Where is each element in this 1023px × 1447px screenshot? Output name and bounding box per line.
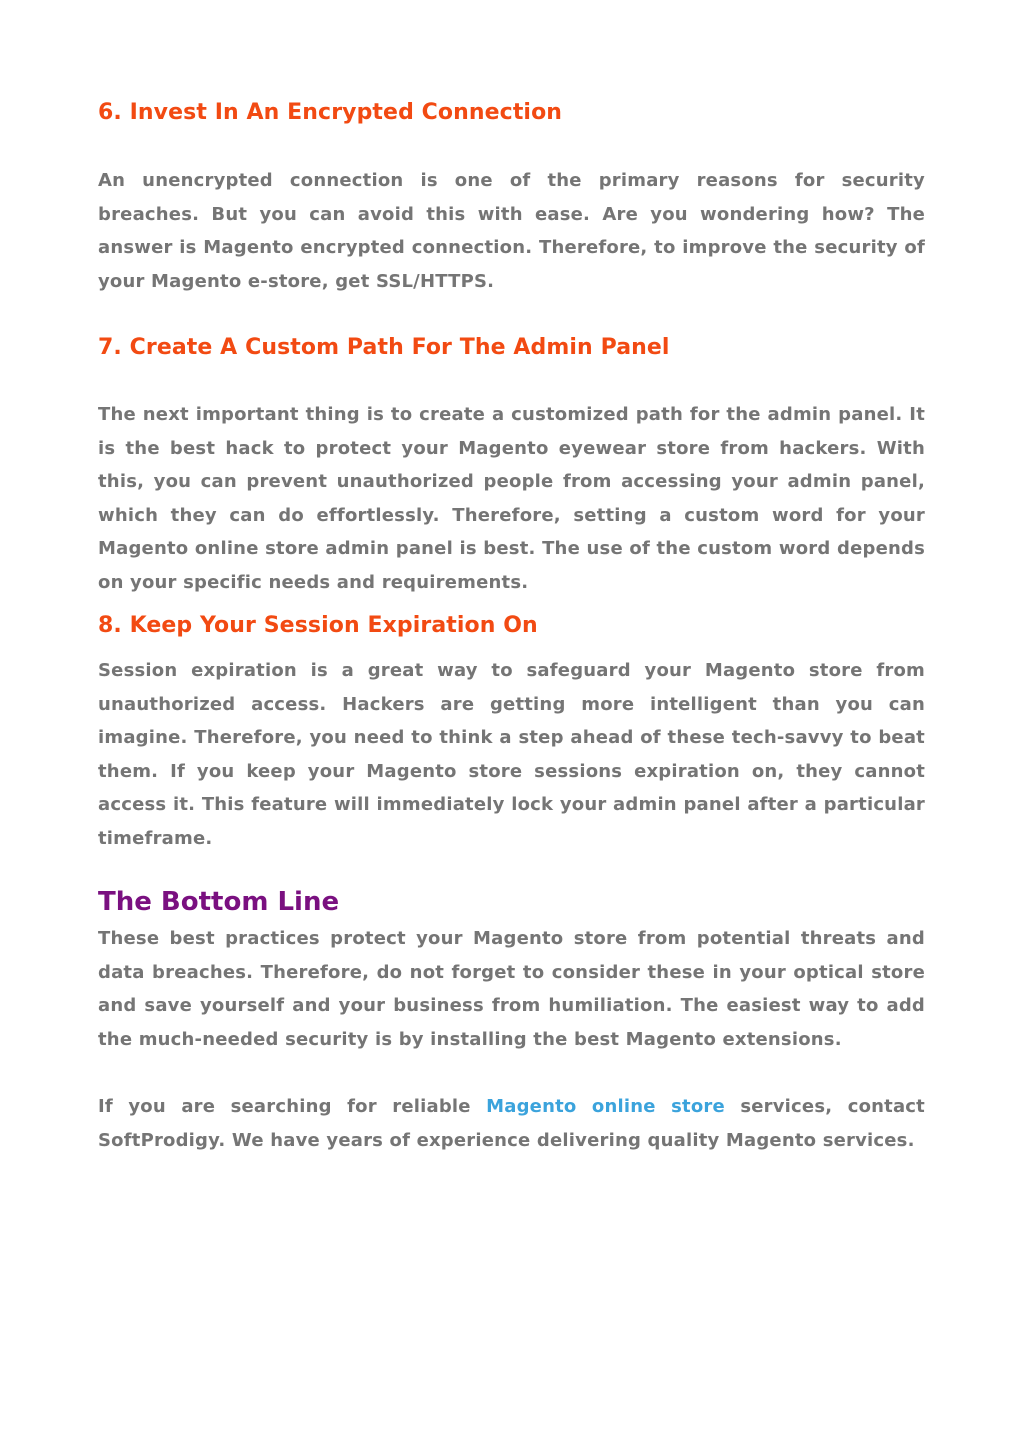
contact-paragraph — [98, 1090, 925, 1157]
section-7-paragraph: The next important thing is to create a customized path for the admin panel. It is the best hack to protect your Magento eyewear store from hackers. With this, you can prevent unauthorized people from accessing your admin panel, which they can do effortlessly. Therefore, setting a custom word for your Magento online store admin panel is best. The use of the custom word depends on your specific needs and requirements. — [98, 404, 925, 593]
section-6-heading: 6. Invest In An Encrypted Connection — [98, 100, 563, 125]
contact-text-before: If you are searching for reliable — [98, 1096, 487, 1117]
section-8-paragraph: Session expiration is a great way to safeguard your Magento store from unauthorized access. Hackers are getting more intelligent than you can imagine. Therefore, you need to think a step ahead of these tech-savvy to beat them. If you keep your Magento store sessions expiration on, they cannot access it. This feature will immediately lock your admin panel after a particular timeframe. — [98, 660, 925, 849]
contact-text-after: services, contact SoftProdigy. We have years of experience delivering quality Magento services. — [98, 1096, 925, 1151]
bottom-line-paragraph: These best practices protect your Magento store from potential threats and data breaches. Therefore, do not forget to consider these in your optical store and save yourself and your business from humiliation. The easiest way to add the much-needed security is by installing the best Magento extensions. — [98, 928, 925, 1050]
section-8-heading: 8. Keep Your Session Expiration On — [98, 613, 538, 638]
section-6-paragraph: An unencrypted connection is one of the primary reasons for security breaches. But you can avoid this with ease. Are you wondering how? The answer is Magento encrypted connection. Therefore, to improve the security of your Magento e-store, get SSL/HTTPS. — [98, 170, 925, 292]
section-7-heading: 7. Create A Custom Path For The Admin Panel — [98, 335, 670, 360]
bottom-line-heading: The Bottom Line — [98, 887, 340, 917]
magento-online-store-link[interactable]: Magento online store — [486, 1096, 725, 1117]
